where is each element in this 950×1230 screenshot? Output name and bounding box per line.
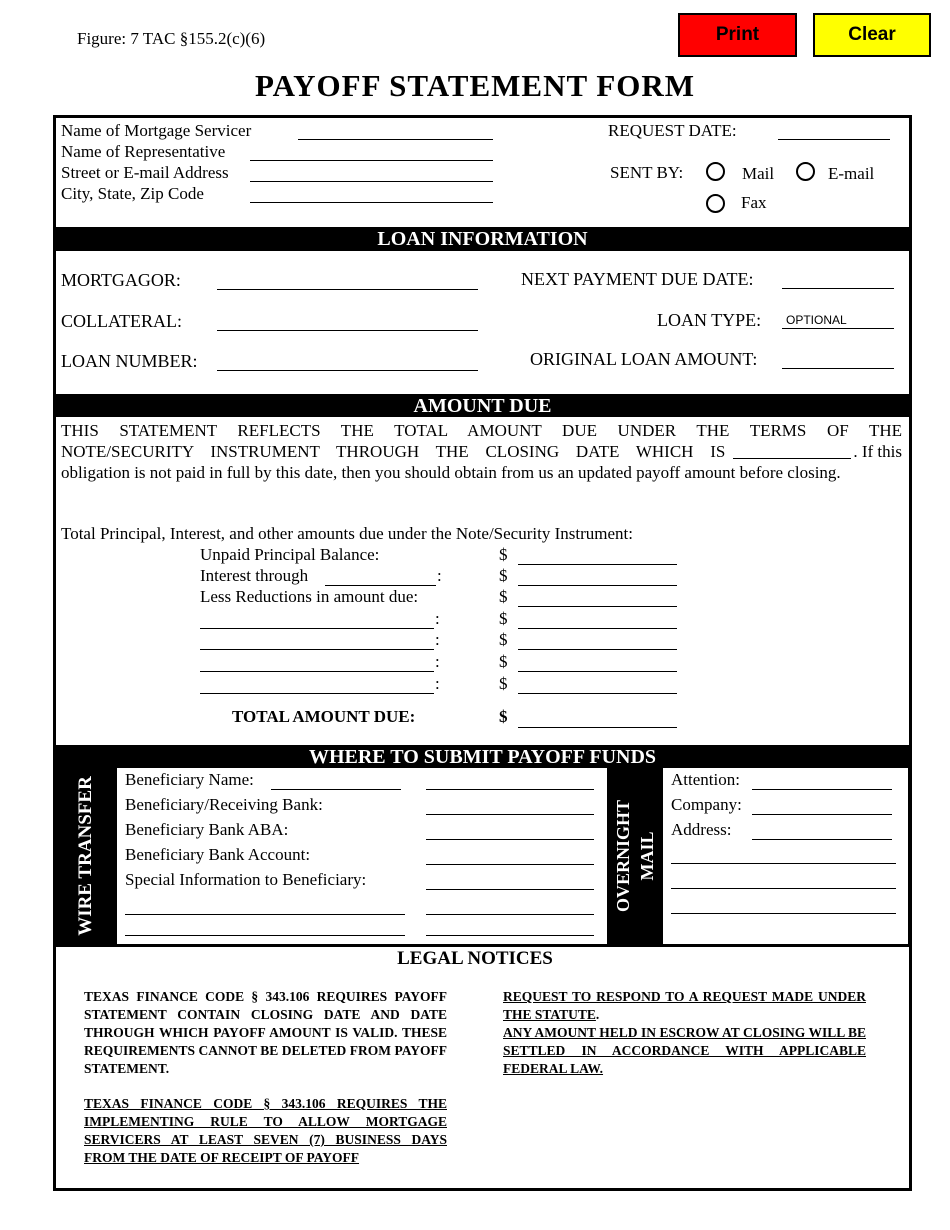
collateral-input[interactable] [217, 314, 478, 331]
bank-aba-label: Beneficiary Bank ABA: [125, 820, 289, 839]
address-label: Address: [671, 820, 732, 839]
legal-notice-3-period: . [595, 1007, 600, 1022]
mail-label: MAIL [637, 831, 657, 881]
submit-funds-heading: WHERE TO SUBMIT PAYOFF FUNDS [308, 746, 657, 768]
dollar-sign: $ [499, 707, 508, 726]
dollar-sign: $ [499, 630, 508, 649]
receiving-bank-input[interactable] [426, 799, 594, 815]
company-label: Company: [671, 795, 742, 814]
other-item-1-amount-input[interactable] [518, 612, 677, 629]
statement-line-2-text: NOTE/SECURITY INSTRUMENT THROUGH THE CLOSING DATE WHICH IS [61, 442, 726, 461]
address-input-3[interactable] [671, 873, 896, 889]
page-title: PAYOFF STATEMENT FORM [254, 68, 696, 103]
mortgage-servicer-input[interactable] [298, 124, 493, 140]
dollar-sign: $ [499, 652, 508, 671]
statement-line-1: THIS STATEMENT REFLECTS THE TOTAL AMOUNT DUE UNDER THE TERMS OF THE [61, 421, 902, 440]
total-intro-text: Total Principal, Interest, and other amounts due under the Note/Security Instrument: [61, 524, 633, 543]
legal-notice-3-text: REQUEST TO RESPOND TO A REQUEST MADE UNDER THE STATUTE [503, 989, 866, 1022]
total-amount-due-input[interactable] [518, 710, 677, 728]
colon: : [435, 674, 440, 693]
city-state-zip-label: City, State, Zip Code [61, 184, 204, 203]
dollar-sign: $ [499, 545, 508, 564]
statement-line-2 [61, 441, 902, 462]
legal-notice-2: TEXAS FINANCE CODE § 343.106 REQUIRES THE IMPLEMENTING RULE TO ALLOW MORTGAGE SERVICERS AT LEAST SEVEN (7) BUSINESS DAYS FROM THE DATE OF RECEIPT OF PAYOFF [84, 1096, 447, 1165]
special-info-label: Special Information to Beneficiary: [125, 870, 367, 889]
amount-due-heading: AMOUNT DUE [54, 394, 911, 417]
original-amount-label: ORIGINAL LOAN AMOUNT: [530, 349, 758, 369]
figure-reference: Figure: 7 TAC §155.2(c)(6) [77, 29, 266, 48]
other-item-2-amount-input[interactable] [518, 633, 677, 650]
overnight-mail-label [611, 800, 659, 912]
sent-by-label: SENT BY: [610, 163, 684, 182]
special-info-line-1a[interactable] [125, 899, 405, 915]
statement-line-2-end: . If this [853, 442, 902, 461]
representative-input[interactable] [250, 145, 493, 161]
loan-type-label: LOAN TYPE: [657, 310, 762, 330]
email-label: E-mail [828, 164, 875, 183]
legal-notice-3 [503, 988, 866, 1024]
section-divider [54, 944, 911, 947]
less-reductions-label: Less Reductions in amount due: [200, 587, 419, 606]
original-amount-input[interactable] [782, 352, 894, 369]
beneficiary-name-input-2[interactable] [426, 774, 594, 790]
statement-line-3: obligation is not paid in full by this date, then you should obtain from us an updated payoff amount before closing. [61, 463, 841, 482]
address-label: Street or E-mail Address [61, 163, 229, 182]
wire-transfer-side-label [54, 768, 117, 944]
overnight-mail-side-label [607, 768, 663, 944]
next-payment-input[interactable] [782, 272, 894, 289]
closing-date-input[interactable] [733, 443, 851, 459]
dollar-sign: $ [499, 587, 508, 606]
address-input-1[interactable] [752, 824, 892, 840]
legal-notice-4: ANY AMOUNT HELD IN ESCROW AT CLOSING WILL BE SETTLED IN ACCORDANCE WITH APPLICABLE FEDERAL LAW. [503, 1025, 866, 1076]
colon: : [435, 652, 440, 671]
bank-aba-input[interactable] [426, 824, 594, 840]
special-info-line-2a[interactable] [125, 920, 405, 936]
legal-notices-heading: LEGAL NOTICES [397, 948, 553, 969]
clear-button[interactable]: Clear [813, 13, 931, 57]
special-info-input[interactable] [426, 874, 594, 890]
other-item-2-label-input[interactable] [200, 633, 434, 650]
unpaid-principal-input[interactable] [518, 548, 677, 565]
interest-through-date-input[interactable] [325, 569, 436, 586]
legal-notice-1: TEXAS FINANCE CODE § 343.106 REQUIRES PAYOFF STATEMENT CONTAIN CLOSING DATE AND DATE THROUGH WHICH PAYOFF AMOUNT IS VALID. THESE REQUIREMENTS CANNOT BE DELETED FROM PAYOFF STATEMENT. [84, 989, 447, 1076]
special-info-line-1b[interactable] [426, 899, 594, 915]
mortgagor-input[interactable] [217, 273, 478, 290]
unpaid-principal-label: Unpaid Principal Balance: [200, 545, 380, 564]
attention-input[interactable] [752, 774, 892, 790]
address-input-4[interactable] [671, 898, 896, 914]
colon: : [435, 630, 440, 649]
representative-label: Name of Representative [61, 142, 226, 161]
mail-label: Mail [742, 164, 775, 183]
request-date-input[interactable] [778, 124, 890, 140]
dollar-sign: $ [499, 609, 508, 628]
next-payment-label: NEXT PAYMENT DUE DATE: [521, 269, 754, 289]
total-amount-due-label: TOTAL AMOUNT DUE: [232, 707, 416, 726]
print-button[interactable]: Print [678, 13, 797, 57]
attention-label: Attention: [671, 770, 740, 789]
email-radio[interactable] [796, 162, 815, 181]
other-item-4-amount-input[interactable] [518, 677, 677, 694]
address-input[interactable] [250, 166, 493, 182]
dollar-sign: $ [499, 674, 508, 693]
overnight-label: OVERNIGHT [613, 799, 633, 913]
interest-amount-input[interactable] [518, 569, 677, 586]
wire-transfer-label: WIRE TRANSFER [74, 776, 96, 936]
mortgage-servicer-label: Name of Mortgage Servicer [61, 121, 252, 140]
fax-radio[interactable] [706, 194, 725, 213]
receiving-bank-label: Beneficiary/Receiving Bank: [125, 795, 323, 814]
other-item-1-label-input[interactable] [200, 612, 434, 629]
interest-through-label: Interest through [200, 566, 309, 585]
dollar-sign: $ [499, 566, 508, 585]
other-item-3-label-input[interactable] [200, 655, 434, 672]
city-state-zip-input[interactable] [250, 187, 493, 203]
company-input[interactable] [752, 799, 892, 815]
collateral-label: COLLATERAL: [61, 311, 182, 331]
colon: : [437, 566, 442, 585]
loan-information-heading: LOAN INFORMATION [54, 227, 911, 251]
request-date-label: REQUEST DATE: [608, 121, 737, 140]
reductions-amount-input[interactable] [518, 590, 677, 607]
mail-radio[interactable] [706, 162, 725, 181]
beneficiary-name-label: Beneficiary Name: [125, 770, 254, 789]
loan-number-input[interactable] [217, 354, 478, 371]
bank-account-input[interactable] [426, 849, 594, 865]
loan-number-label: LOAN NUMBER: [61, 351, 198, 371]
mortgagor-label: MORTGAGOR: [61, 270, 181, 290]
bank-account-label: Beneficiary Bank Account: [125, 845, 311, 864]
colon: : [435, 609, 440, 628]
other-item-4-label-input[interactable] [200, 677, 434, 694]
fax-label: Fax [741, 193, 767, 212]
beneficiary-name-input[interactable] [271, 774, 401, 790]
loan-type-input[interactable] [782, 311, 894, 329]
other-item-3-amount-input[interactable] [518, 655, 677, 672]
special-info-line-2b[interactable] [426, 920, 594, 936]
address-input-2[interactable] [671, 848, 896, 864]
